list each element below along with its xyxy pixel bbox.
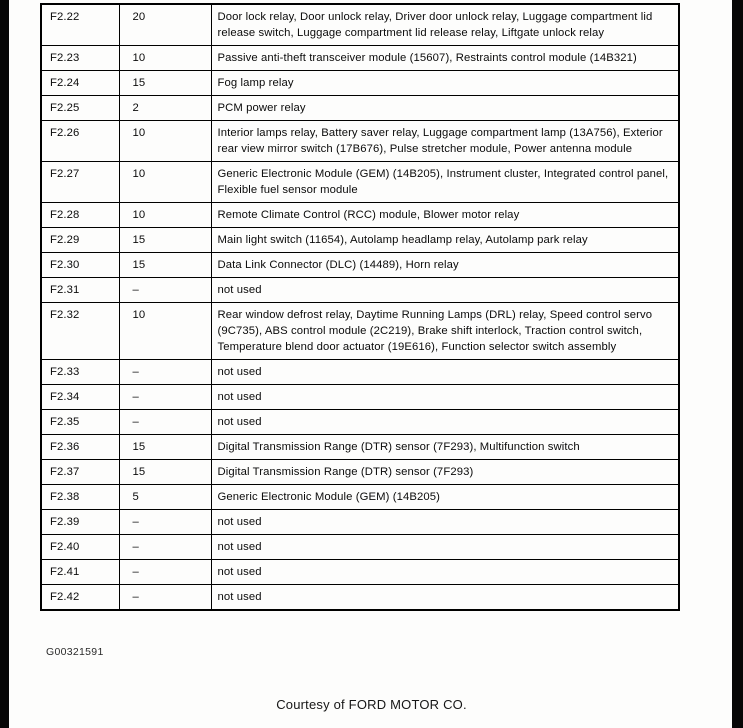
description-cell: Digital Transmission Range (DTR) sensor (7F293), Multifunction switch <box>211 435 679 460</box>
amperage-cell: 15 <box>119 228 211 253</box>
amperage-cell: 2 <box>119 96 211 121</box>
amperage-cell: 10 <box>119 203 211 228</box>
amperage-cell: 20 <box>119 4 211 46</box>
description-cell: Data Link Connector (DLC) (14489), Horn relay <box>211 253 679 278</box>
table-row <box>41 560 679 585</box>
description-cell: not used <box>211 535 679 560</box>
fuse-id-cell: F2.26 <box>41 121 119 162</box>
amperage-cell: 15 <box>119 460 211 485</box>
fuse-table-body <box>41 4 679 610</box>
description-cell: not used <box>211 585 679 611</box>
table-row <box>41 4 679 46</box>
amperage-cell: 10 <box>119 121 211 162</box>
description-cell: Digital Transmission Range (DTR) sensor (7F293) <box>211 460 679 485</box>
description-cell: not used <box>211 510 679 535</box>
table-row <box>41 96 679 121</box>
fuse-id-cell: F2.41 <box>41 560 119 585</box>
description-cell: PCM power relay <box>211 96 679 121</box>
fuse-id-cell: F2.23 <box>41 46 119 71</box>
figure-id: G00321591 <box>46 646 104 658</box>
table-row <box>41 585 679 611</box>
amperage-cell: – <box>119 385 211 410</box>
amperage-cell: 10 <box>119 303 211 360</box>
fuse-id-cell: F2.28 <box>41 203 119 228</box>
amperage-cell: – <box>119 410 211 435</box>
description-cell: Remote Climate Control (RCC) module, Blower motor relay <box>211 203 679 228</box>
fuse-id-cell: F2.34 <box>41 385 119 410</box>
description-cell: not used <box>211 385 679 410</box>
fuse-id-cell: F2.29 <box>41 228 119 253</box>
fuse-id-cell: F2.36 <box>41 435 119 460</box>
description-cell: Passive anti-theft transceiver module (15607), Restraints control module (14B321) <box>211 46 679 71</box>
table-row <box>41 46 679 71</box>
description-cell: Door lock relay, Door unlock relay, Driver door unlock relay, Luggage compartment lid release switch, Luggage compartment lid release relay, Liftgate unlock relay <box>211 4 679 46</box>
amperage-cell: – <box>119 278 211 303</box>
table-row <box>41 228 679 253</box>
table-row <box>41 303 679 360</box>
scan-edge-right <box>732 0 743 728</box>
table-row <box>41 203 679 228</box>
scan-edge-left <box>0 0 9 728</box>
table-row <box>41 410 679 435</box>
fuse-id-cell: F2.24 <box>41 71 119 96</box>
amperage-cell: – <box>119 535 211 560</box>
description-cell: Generic Electronic Module (GEM) (14B205), Instrument cluster, Integrated control panel, Flexible fuel sensor module <box>211 162 679 203</box>
amperage-cell: – <box>119 510 211 535</box>
amperage-cell: 15 <box>119 253 211 278</box>
amperage-cell: 5 <box>119 485 211 510</box>
amperage-cell: – <box>119 585 211 611</box>
table-row <box>41 435 679 460</box>
description-cell: not used <box>211 410 679 435</box>
table-row <box>41 162 679 203</box>
amperage-cell: – <box>119 360 211 385</box>
courtesy-caption: Courtesy of FORD MOTOR CO. <box>276 697 467 712</box>
amperage-cell: 10 <box>119 162 211 203</box>
description-cell: Rear window defrost relay, Daytime Running Lamps (DRL) relay, Speed control servo (9C735), ABS control module (2C219), Brake shift interlock, Traction control switch, Temperature blend door actuator (19E616), Function selector switch assembly <box>211 303 679 360</box>
table-row <box>41 535 679 560</box>
fuse-id-cell: F2.27 <box>41 162 119 203</box>
fuse-id-cell: F2.39 <box>41 510 119 535</box>
fuse-id-cell: F2.35 <box>41 410 119 435</box>
fuse-id-cell: F2.40 <box>41 535 119 560</box>
table-row <box>41 121 679 162</box>
amperage-cell: – <box>119 560 211 585</box>
table-row <box>41 485 679 510</box>
table-row <box>41 278 679 303</box>
fuse-id-cell: F2.33 <box>41 360 119 385</box>
fuse-id-cell: F2.25 <box>41 96 119 121</box>
description-cell: not used <box>211 560 679 585</box>
fuse-id-cell: F2.38 <box>41 485 119 510</box>
table-row <box>41 253 679 278</box>
table-row <box>41 385 679 410</box>
table-row <box>41 460 679 485</box>
fuse-id-cell: F2.42 <box>41 585 119 611</box>
fuse-id-cell: F2.30 <box>41 253 119 278</box>
table-row <box>41 71 679 96</box>
table-row <box>41 360 679 385</box>
table-row <box>41 510 679 535</box>
description-cell: not used <box>211 360 679 385</box>
description-cell: not used <box>211 278 679 303</box>
fuse-id-cell: F2.31 <box>41 278 119 303</box>
fuse-id-cell: F2.37 <box>41 460 119 485</box>
amperage-cell: 15 <box>119 435 211 460</box>
description-cell: Fog lamp relay <box>211 71 679 96</box>
amperage-cell: 15 <box>119 71 211 96</box>
fuse-id-cell: F2.22 <box>41 4 119 46</box>
fuse-id-cell: F2.32 <box>41 303 119 360</box>
description-cell: Main light switch (11654), Autolamp headlamp relay, Autolamp park relay <box>211 228 679 253</box>
amperage-cell: 10 <box>119 46 211 71</box>
description-cell: Interior lamps relay, Battery saver relay, Luggage compartment lamp (13A756), Exterior rear view mirror switch (17B676), Pulse stretcher module, Power antenna module <box>211 121 679 162</box>
description-cell: Generic Electronic Module (GEM) (14B205) <box>211 485 679 510</box>
fuse-table <box>40 3 680 611</box>
